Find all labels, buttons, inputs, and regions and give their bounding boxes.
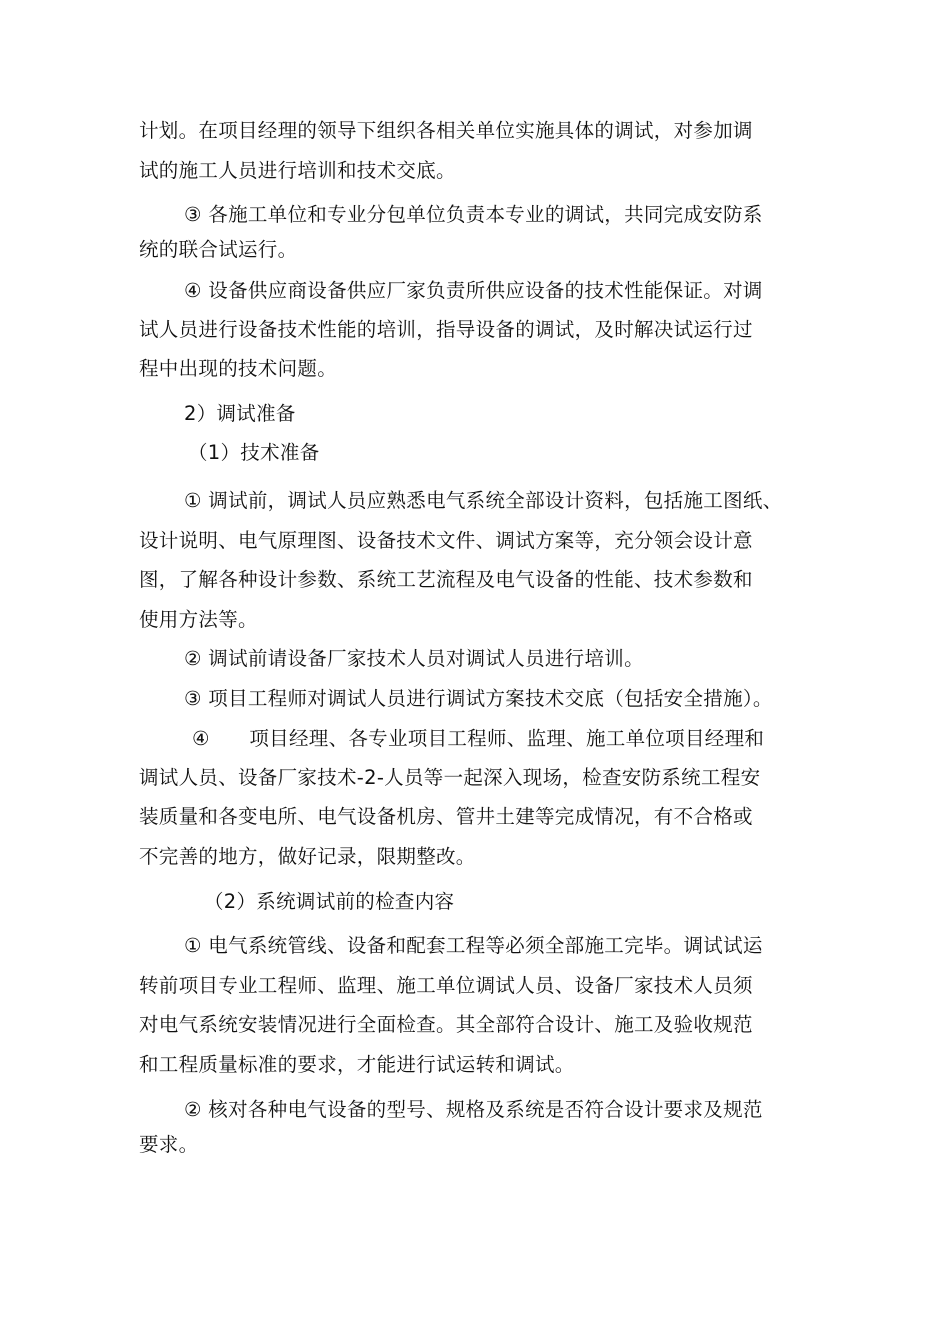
- text-line: 使用方法等。: [139, 608, 258, 631]
- text-line: 计划。在项目经理的领导下组织各相关单位实施具体的调试，对参加调: [139, 119, 753, 142]
- text-line: 不完善的地方，做好记录，限期整改。: [139, 845, 476, 868]
- text-line: 设计说明、电气原理图、设备技术文件、调试方案等，充分领会设计意: [139, 529, 753, 552]
- text-line: ② 调试前请设备厂家技术人员对调试人员进行培训。: [184, 647, 644, 670]
- section-heading: 2）调试准备: [184, 402, 296, 425]
- text-line: 试人员进行设备技术性能的培训，指导设备的调试，及时解决试运行过: [139, 318, 753, 341]
- text-line: 要求。: [139, 1133, 199, 1156]
- subsection-heading: （2）系统调试前的检查内容: [204, 890, 455, 913]
- subsection-heading: （1）技术准备: [188, 441, 320, 464]
- text-line: ④ 项目经理、各专业项目工程师、监理、施工单位项目经理和: [192, 727, 765, 750]
- text-line: ② 核对各种电气设备的型号、规格及系统是否符合设计要求及规范: [184, 1098, 763, 1121]
- text-line: ③ 项目工程师对调试人员进行调试方案技术交底（包括安全措施）。: [184, 687, 773, 710]
- text-line: 装质量和各变电所、电气设备机房、管井土建等完成情况，有不合格或: [139, 805, 753, 828]
- text-line: ④ 设备供应商设备供应厂家负责所供应设备的技术性能保证。对调: [184, 279, 763, 302]
- text-line: 和工程质量标准的要求，才能进行试运转和调试。: [139, 1053, 575, 1076]
- text-line: 图，了解各种设计参数、系统工艺流程及电气设备的性能、技术参数和: [139, 568, 753, 591]
- text-line: 调试人员、设备厂家技术-2-人员等一起深入现场，检查安防系统工程安: [139, 766, 761, 789]
- text-line: 转前项目专业工程师、监理、施工单位调试人员、设备厂家技术人员须: [139, 974, 753, 997]
- text-line: 对电气系统安装情况进行全面检查。其全部符合设计、施工及验收规范: [139, 1013, 753, 1036]
- text-line: ③ 各施工单位和专业分包单位负责本专业的调试，共同完成安防系: [184, 203, 763, 226]
- text-line: ① 调试前，调试人员应熟悉电气系统全部设计资料，包括施工图纸、: [184, 489, 783, 512]
- text-line: 试的施工人员进行培训和技术交底。: [139, 159, 456, 182]
- text-line: 程中出现的技术问题。: [139, 357, 338, 380]
- text-line: 统的联合试运行。: [139, 238, 298, 261]
- text-line: ① 电气系统管线、设备和配套工程等必须全部施工完毕。调试试运: [184, 934, 763, 957]
